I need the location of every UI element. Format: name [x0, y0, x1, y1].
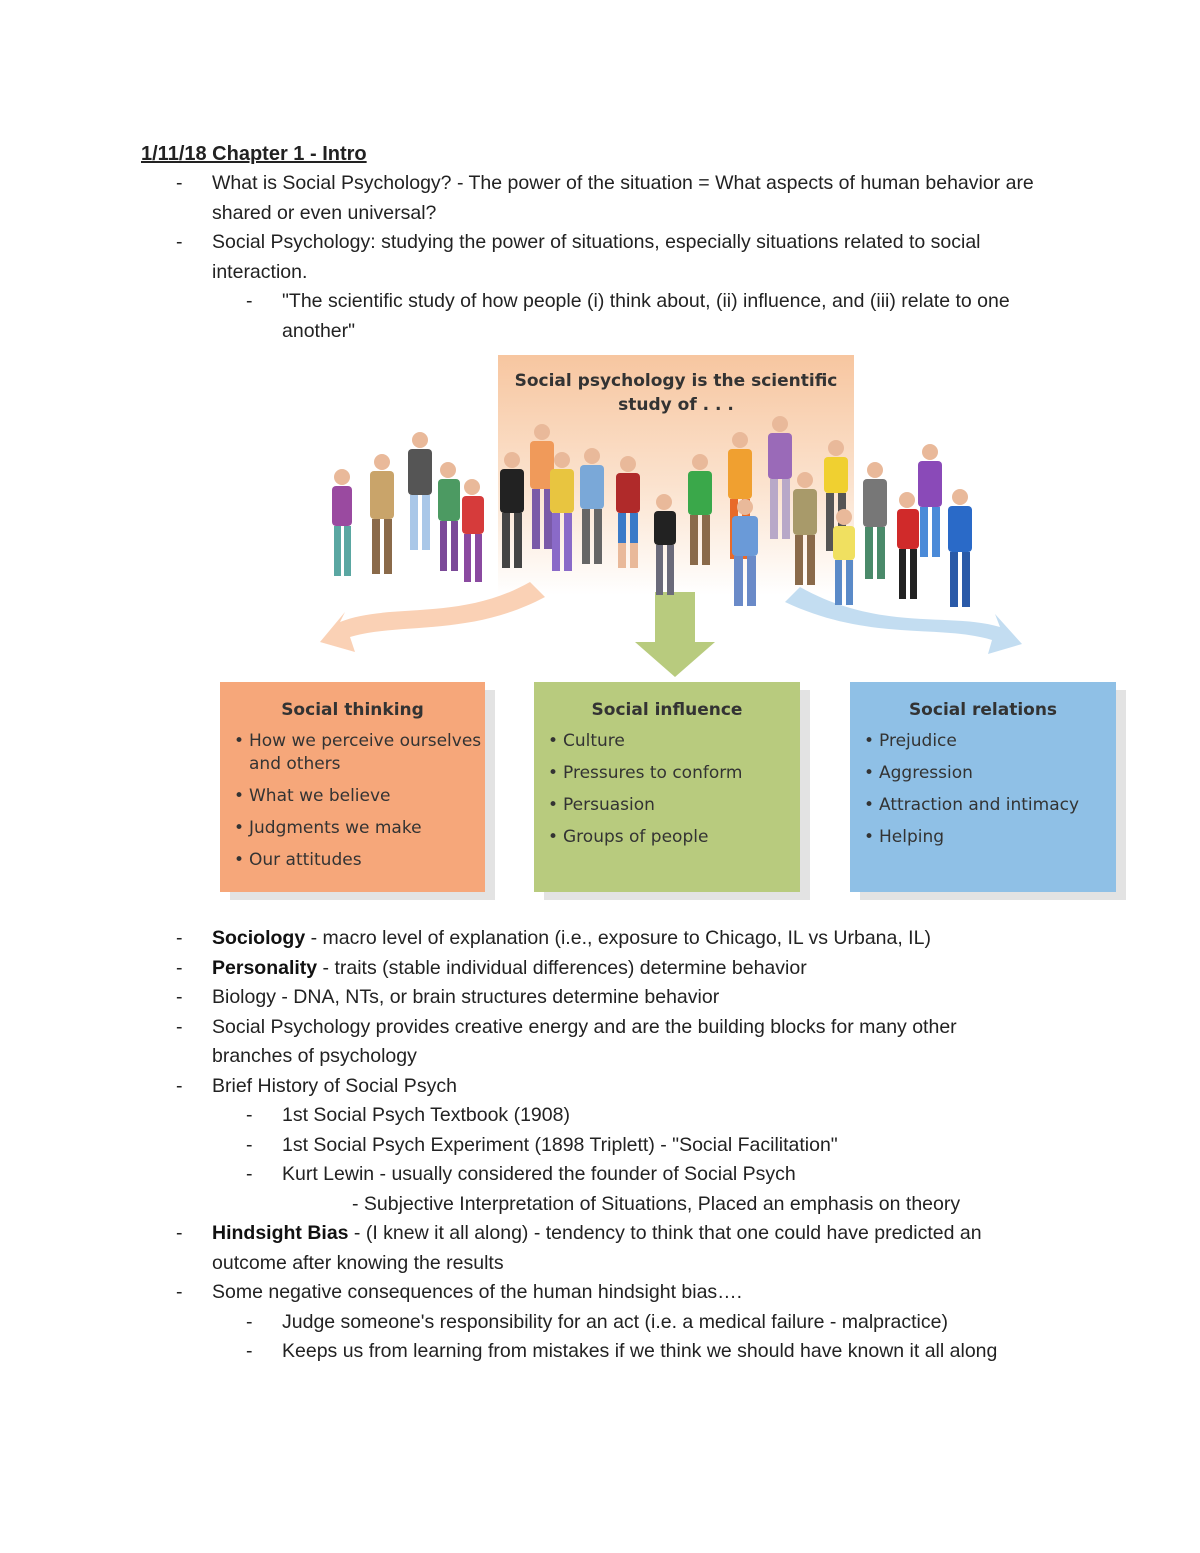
list-item-text: - macro level of explanation (i.e., exposure to Chicago, IL vs Urbana, IL) [305, 927, 931, 949]
bullet-dash: - [176, 1074, 183, 1097]
list-item [176, 1072, 1042, 1102]
list-item [176, 228, 1042, 287]
social-psychology-figure [200, 352, 1140, 912]
list-item [176, 983, 1042, 1013]
list-item [246, 1160, 1052, 1190]
people-and-arrows-illustration [200, 352, 1140, 682]
list-item: • Groups of people [548, 826, 800, 849]
list-item: • How we perceive ourselves and others [234, 730, 485, 776]
list-item: • Our attitudes [234, 849, 485, 872]
list-item: • Helping [864, 826, 1116, 849]
list-item-text: Brief History of Social Psych [212, 1074, 457, 1097]
list-item: • Judgments we make [234, 817, 485, 840]
intro-list [0, 169, 1200, 346]
bullet-dash: - [246, 1104, 253, 1126]
bullet-dash: - [246, 1163, 253, 1185]
list-item [176, 1013, 1042, 1072]
bullet-dash: - [176, 1222, 183, 1244]
list-item [246, 1308, 1052, 1338]
box-title: Social relations [908, 700, 1058, 720]
notes-list [0, 924, 1200, 1367]
definition-quote: "The scientific study of how people (i) think about, (ii) influence, and (iii) relate to one another" [282, 290, 1010, 342]
bullet-dash: - [176, 1015, 183, 1038]
bullet-dash: - [176, 927, 183, 949]
list-item-text: Keeps us from learning from mistakes if we think we should have known it all along [282, 1340, 998, 1362]
social-influence-box [534, 682, 800, 892]
box-title: Social influence [591, 700, 743, 720]
bullet-dash: - [246, 290, 253, 312]
list-item-text: 1st Social Psych Textbook (1908) [282, 1104, 570, 1126]
list-item: • What we believe [234, 785, 485, 808]
social-thinking-box [220, 682, 485, 892]
social-relations-box [850, 682, 1116, 892]
list-item: • Prejudice [864, 730, 1116, 753]
bullet-dash: - [246, 1133, 253, 1156]
arrow-left-icon [320, 582, 545, 652]
bullet-dash: - [246, 1310, 253, 1333]
list-item-text: - (I knew it all along) - tendency to think that one could have predicted an outcome after knowing the results [212, 1222, 982, 1274]
term-hindsight-bias: Hindsight Bias [212, 1222, 349, 1244]
list-item [176, 169, 1042, 228]
bullet-dash: - [176, 956, 183, 979]
list-item-text: Some negative consequences of the human hindsight bias…. [212, 1281, 743, 1303]
list-item-text: Biology - DNA, NTs, or brain structures determine behavior [212, 986, 720, 1008]
list-item: • Persuasion [548, 794, 800, 817]
bullet-dash: - [176, 986, 183, 1008]
arrow-down-icon [635, 592, 715, 677]
figure-header: Social psychology is the scientific study of . . . [514, 371, 838, 415]
list-item-text: Kurt Lewin - usually considered the founder of Social Psych [282, 1163, 796, 1185]
list-item [246, 1131, 1052, 1161]
list-item [246, 287, 1052, 346]
bullet-dash: - [176, 1281, 183, 1303]
bullet-dash: - [176, 231, 183, 253]
term-sociology: Sociology [212, 927, 306, 949]
list-item [246, 1337, 1052, 1367]
bullet-dash: - [176, 172, 183, 194]
list-item-text: - traits (stable individual differences) determine behavior [317, 956, 807, 979]
list-item [176, 1219, 1042, 1278]
term-personality: Personality [212, 956, 318, 979]
bullet-dash: - [246, 1340, 253, 1362]
list-item [352, 1190, 1072, 1220]
list-item: • Culture [548, 730, 800, 753]
list-item [176, 954, 1042, 984]
list-item-text: 1st Social Psych Experiment (1898 Triplett) - "Social Facilitation" [282, 1133, 838, 1156]
list-item: • Attraction and intimacy [864, 794, 1116, 817]
list-item: • Pressures to conform [548, 762, 800, 785]
list-item: • Aggression [864, 762, 1116, 785]
document-title: 1/11/18 Chapter 1 - Intro [141, 143, 367, 165]
list-item [176, 924, 1042, 954]
people-crowd-icon [332, 416, 972, 607]
list-item-text: Judge someone's responsibility for an act (i.e. a medical failure - malpractice) [282, 1310, 948, 1333]
list-item [176, 1278, 1042, 1308]
box-title: Social thinking [281, 700, 424, 720]
list-item [246, 1101, 1052, 1131]
list-item-text: What is Social Psychology? - The power of the situation = What aspects of human behavior are shared or even universal? [212, 172, 1034, 224]
list-item-text: - Subjective Interpretation of Situations, Placed an emphasis on theory [352, 1192, 961, 1215]
list-item-text: Social Psychology: studying the power of situations, especially situations related to social interaction. [212, 231, 981, 283]
list-item-text: Social Psychology provides creative energy and are the building blocks for many other branches of psychology [212, 1015, 957, 1067]
